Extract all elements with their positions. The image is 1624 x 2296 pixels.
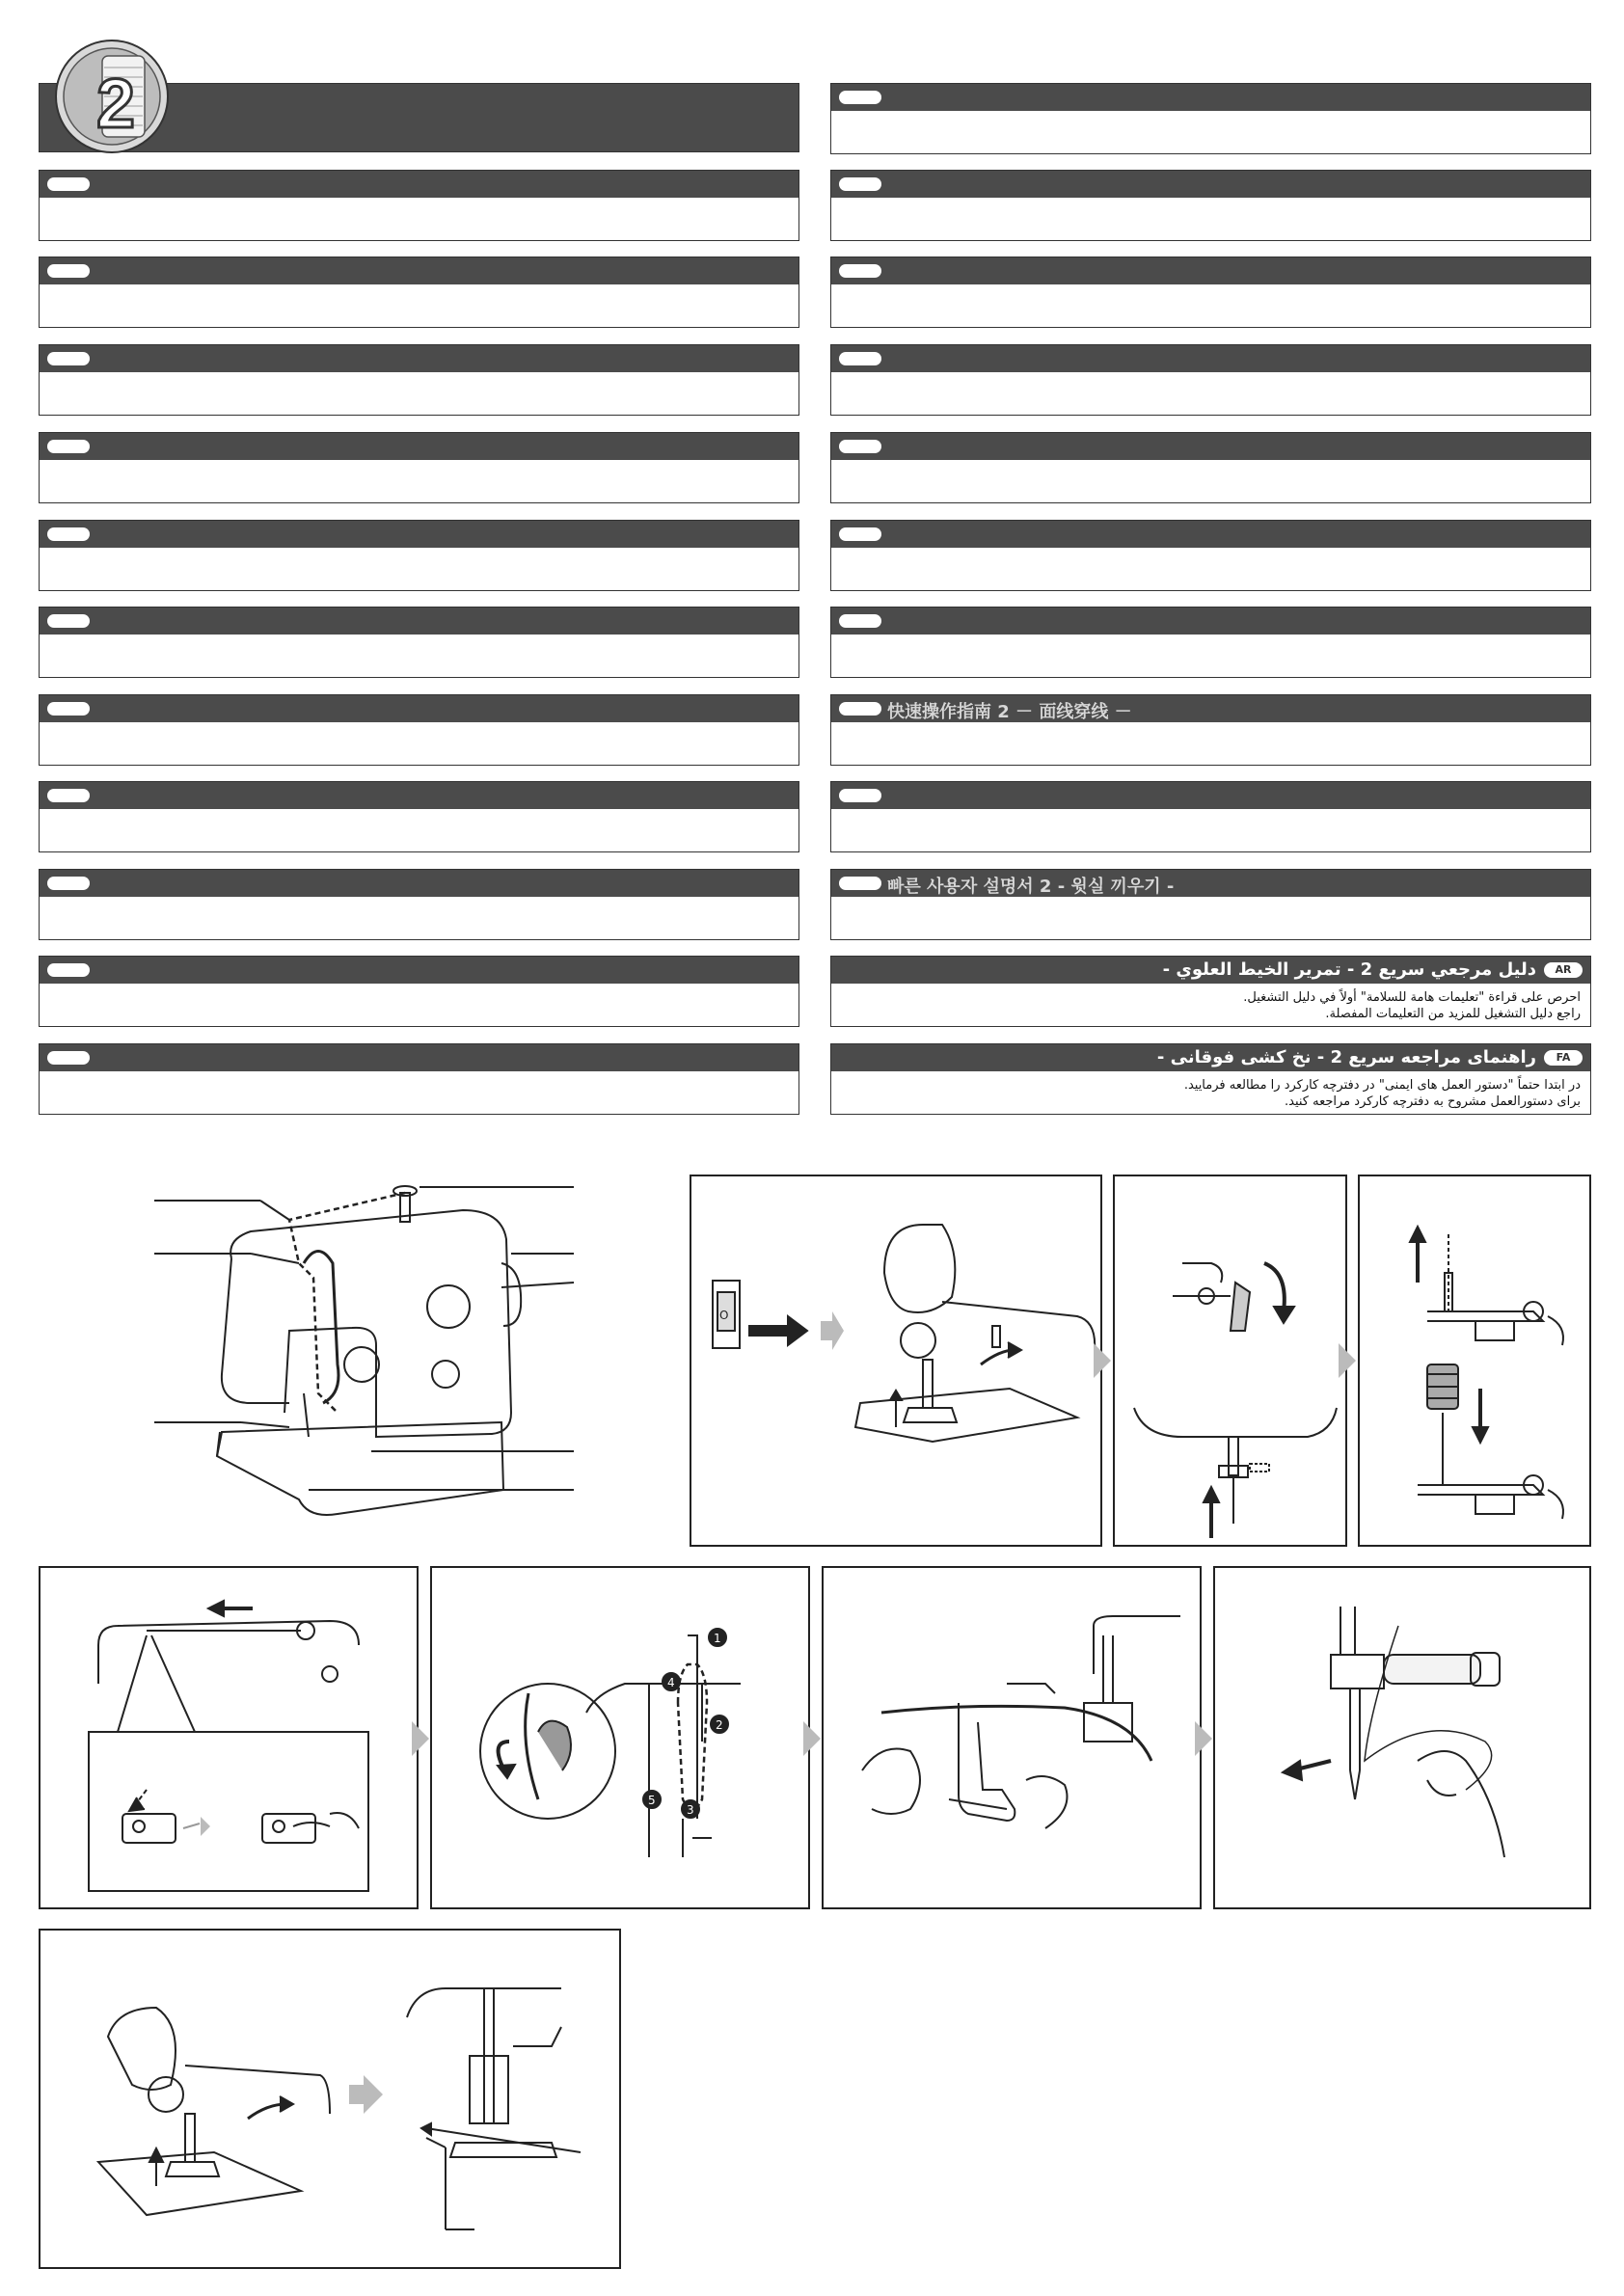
lang-code-pill <box>47 527 90 541</box>
step-number: 2 <box>96 66 136 143</box>
lang-code-pill <box>47 877 90 890</box>
fa-title: راهنمای مراجعه سریع 2 - نخ کشی فوقانی - <box>1156 1047 1536 1067</box>
lang-box-right-4 <box>830 344 1591 416</box>
step-arrow <box>1339 1343 1356 1378</box>
ar-title: دليل مرجعي سريع 2 - تمرير الخيط العلوي - <box>1162 959 1536 980</box>
lang-box-right-5 <box>830 432 1591 503</box>
lang-code-pill <box>839 264 881 278</box>
handwheel-illustration <box>1115 1176 1349 1549</box>
lang-code-pill <box>839 789 881 802</box>
spool-pin-illustration <box>1360 1176 1593 1549</box>
lang-code-pill <box>47 264 90 278</box>
panel-needle-threading <box>1213 1566 1591 1909</box>
lang-box-left-11 <box>39 1043 799 1115</box>
lang-box-right-3 <box>830 257 1591 328</box>
lang-box-left-2 <box>39 257 799 328</box>
lang-code-pill: FA <box>1544 1050 1583 1066</box>
svg-text:5: 5 <box>648 1794 656 1807</box>
lang-code-pill <box>839 352 881 365</box>
svg-text:O: O <box>719 1309 729 1322</box>
panel-spool-pin <box>1358 1175 1591 1547</box>
lang-box-left-1 <box>39 170 799 241</box>
lang-box-left-9 <box>39 869 799 940</box>
lang-box-zh <box>830 694 1591 766</box>
fa-line-1: در ابتدا حتماً "دستور العمل های ایمنی" در دفترچه کارکرد را مطالعه فرمایید. <box>1183 1078 1581 1093</box>
lang-box-left-3 <box>39 344 799 416</box>
svg-text:3: 3 <box>687 1803 694 1817</box>
zh-title: 快速操作指南 2 － 面线穿线 － <box>887 702 1132 722</box>
lang-code-pill <box>839 702 881 716</box>
lang-code-pill <box>47 702 90 716</box>
lang-box-right-2 <box>830 170 1591 241</box>
step-arrow <box>1195 1721 1212 1756</box>
step-arrow <box>803 1721 821 1756</box>
step-arrow <box>412 1721 429 1756</box>
panel-thread-guide <box>39 1566 419 1909</box>
lang-code-pill <box>47 1051 90 1065</box>
lang-code-pill <box>47 352 90 365</box>
lang-box-fa <box>830 1043 1591 1115</box>
lang-box-left-5 <box>39 520 799 591</box>
lang-box-left-10 <box>39 956 799 1027</box>
lang-code-pill <box>47 963 90 977</box>
lang-box-right-6 <box>830 520 1591 591</box>
svg-text:2: 2 <box>716 1718 723 1732</box>
presser-foot-lower-illustration <box>41 1931 623 2271</box>
panel-presser-foot-lower <box>39 1929 621 2269</box>
lang-code-pill <box>47 440 90 453</box>
lang-box-left-8 <box>39 781 799 852</box>
lang-box-left-4 <box>39 432 799 503</box>
lang-box-ko <box>830 869 1591 940</box>
lang-code-pill <box>47 177 90 191</box>
machine-overview-illustration <box>145 1172 588 1557</box>
lang-code-pill: AR <box>1544 962 1583 978</box>
panel-take-up-lever <box>822 1566 1202 1909</box>
lang-box-right-9 <box>830 781 1591 852</box>
panel-needle-up <box>1113 1175 1347 1547</box>
lang-box-left-6 <box>39 607 799 678</box>
lang-box-ar <box>830 956 1591 1027</box>
ko-title: 빠른 사용자 설명서 2 - 윗실 끼우기 - <box>887 877 1175 897</box>
thread-spool-badge-icon <box>54 39 170 154</box>
panel-power-and-presser-foot <box>690 1175 1102 1547</box>
lang-code-pill <box>839 877 881 890</box>
step-arrow <box>1094 1343 1111 1378</box>
lang-code-pill <box>839 527 881 541</box>
lang-code-pill <box>47 789 90 802</box>
take-up-lever-illustration <box>824 1568 1204 1911</box>
ar-line-2: راجع دليل التشغيل للمزيد من التعليمات المفصلة. <box>1325 1007 1581 1021</box>
needle-threading-illustration <box>1215 1568 1593 1911</box>
svg-text:1: 1 <box>714 1632 721 1645</box>
panel-threading-path <box>430 1566 810 1909</box>
svg-text:4: 4 <box>667 1676 675 1689</box>
thread-guide-illustration <box>41 1568 420 1911</box>
threading-path-illustration <box>432 1568 812 1911</box>
lang-code-pill <box>47 614 90 628</box>
lang-box-right-7 <box>830 607 1591 678</box>
lang-box-right-1 <box>830 83 1591 154</box>
lang-code-pill <box>839 614 881 628</box>
power-switch-illustration <box>691 1176 1104 1549</box>
ar-line-1: احرص على قراءة "تعليمات هامة للسلامة" أولاً في دليل التشغيل. <box>1243 990 1581 1005</box>
lang-box-left-7 <box>39 694 799 766</box>
lang-code-pill <box>839 440 881 453</box>
lang-code-pill <box>839 177 881 191</box>
lang-code-pill <box>839 91 881 104</box>
fa-line-2: برای دستورالعمل مشروح به دفترچه کارکرد مراجعه کنید. <box>1285 1094 1581 1109</box>
